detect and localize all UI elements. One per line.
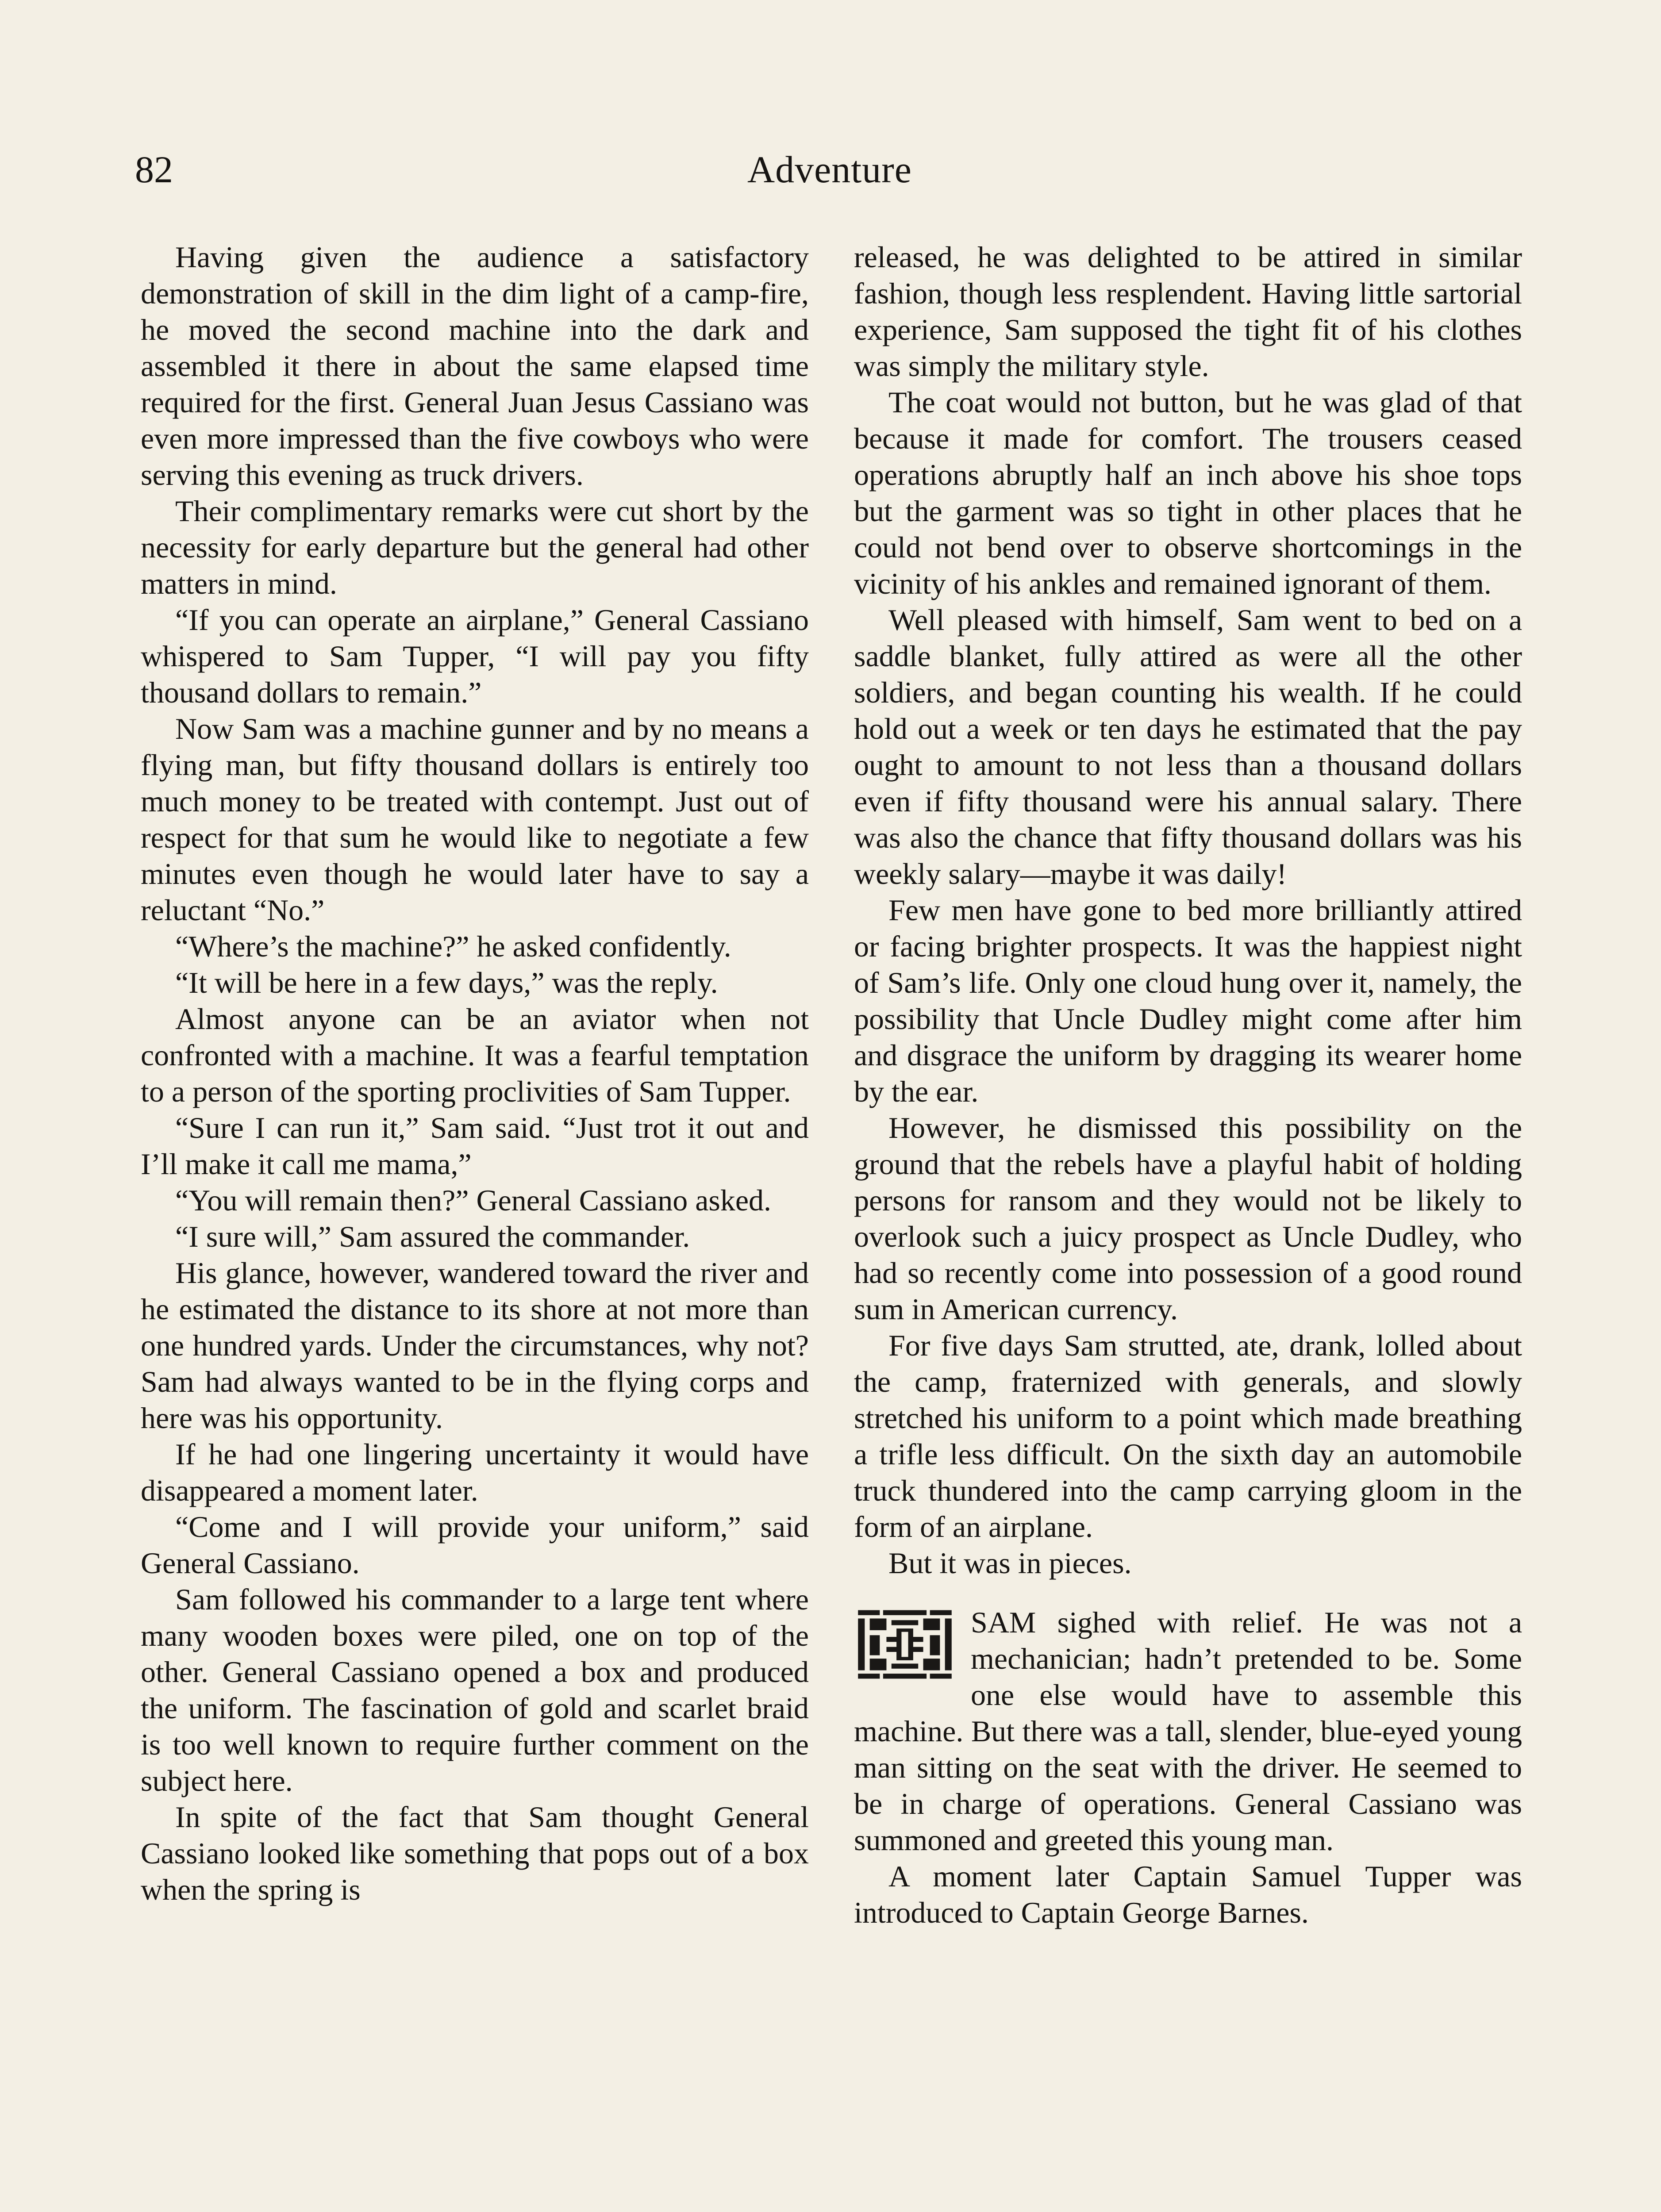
paragraph: If he had one lingering uncertainty it would have disappeared a moment later. [141,1437,809,1507]
running-title: Adventure [747,148,912,191]
paragraph: But it was in pieces. [888,1546,1132,1580]
paragraph: A moment later Captain Samuel Tupper was introduced to Captain George Barnes. [854,1859,1522,1929]
paragraph: Now Sam was a machine gunner and by no means a flying man, but fifty thousand dollars is entirely too much money to be treated with contempt. Just out of respect for that sum he would like to negotiate a few minutes even though he would later have to say a reluctant “No.” [141,712,809,927]
paragraph: Almost anyone can be an aviator when not confronted with a machine. It was a fearful temptation to a person of the sporting proclivities of Sam Tupper. [141,1002,809,1108]
paragraph: “Where’s the machine?” he asked confidently. [175,929,731,963]
paragraph: The coat would not button, but he was glad of that because it made for comfort. The trousers ceased operations abruptly half an inch above his shoe tops but the garment was so tight in other places that he could not bend over to observe shortcomings in the vicinity of his ankles and remained ignorant of them. [854,385,1522,600]
paragraph: Well pleased with himself, Sam went to bed on a saddle blanket, fully attired as were all the other soldiers, and began counting his wealth. If he could hold out a week or ten days he estimated that the pay ought to amount to not less than a thousand dollars even if fifty thousand were his annual salary. There was also the chance that fifty thousand dollars was his weekly salary—maybe it was daily! [854,603,1522,891]
paragraph: Having given the audience a satisfactory demonstration of skill in the dim light of a camp-fire, he moved the second machine into the dark and assembled it there in about the same elapsed time required for the first. General Juan Jesus Cassiano was even more impressed than the five cowboys who were serving this evening as truck drivers. [141,240,809,492]
paragraph: “Sure I can run it,” Sam said. “Just trot it out and I’ll make it call me mama,” [141,1111,809,1181]
paragraph: “I sure will,” Sam assured the commander. [175,1220,690,1253]
section-opening-paragraph: SAM sighed with relief. He was not a mechanician; hadn’t pretended to be. Some one else would have to assemble this machine. But there was a tall, slender, blue-eyed young man sitting on the seat with the driver. He seemed to be in charge of operations. General Cassiano was summoned and greeted this young man. [854,1605,1522,1857]
paragraph: “Come and I will provide your uniform,” said General Cassiano. [141,1510,809,1580]
right-column [854,239,1522,2212]
page-header [135,141,1524,198]
paragraph: Few men have gone to bed more brilliantly attired or facing brighter prospects. It was the happiest night of Sam’s life. Only one cloud hung over it, namely, the possibility that Uncle Dudley might come after him and disgrace the uniform by dragging its wearer home by the ear. [854,893,1522,1108]
left-column [141,239,809,2212]
section-break [854,1604,1522,1931]
paragraph: “If you can operate an airplane,” General Cassiano whispered to Sam Tupper, “I will pay you fifty thousand dollars to remain.” [141,603,809,709]
paragraph: In spite of the fact that Sam thought General Cassiano looked like something that pops out of a box when the spring is [141,1800,809,1906]
paragraph: Sam followed his commander to a large tent where many wooden boxes were piled, one on top of the other. General Cassiano opened a box and produced the uniform. The fascination of gold and scarlet braid is too well known to require further comment on the subject here. [141,1582,809,1797]
paragraph: However, he dismissed this possibility on the ground that the rebels have a playful habit of holding persons for ransom and they would not be likely to overlook such a juicy prospect as Uncle Dudley, who had so recently come into possession of a good round sum in American currency. [854,1111,1522,1326]
paragraph: His glance, however, wandered toward the river and he estimated the distance to its shore at not more than one hundred yards. Under the circumstances, why not? Sam had always wanted to be in the flying corps and here was his opportunity. [141,1256,809,1435]
continued-paragraph: released, he was delighted to be attired in similar fashion, though less resplendent. Having little sartorial experience, Sam supposed the tight fit of his clothes was simply the military style. [854,240,1522,383]
paragraph: “You will remain then?” General Cassiano asked. [175,1183,772,1217]
ornament-icon [854,1607,956,1682]
page-number: 82 [135,148,173,191]
paragraph: Their complimentary remarks were cut short by the necessity for early departure but the general had other matters in mind. [141,494,809,600]
paragraph: For five days Sam strutted, ate, drank, lolled about the camp, fraternized with generals, and slowly stretched his uniform to a point which made breathing a trifle less difficult. On the sixth day an automobile truck thundered into the camp carrying gloom in the form of an airplane. [854,1329,1522,1544]
paragraph: “It will be here in a few days,” was the reply. [175,966,718,999]
